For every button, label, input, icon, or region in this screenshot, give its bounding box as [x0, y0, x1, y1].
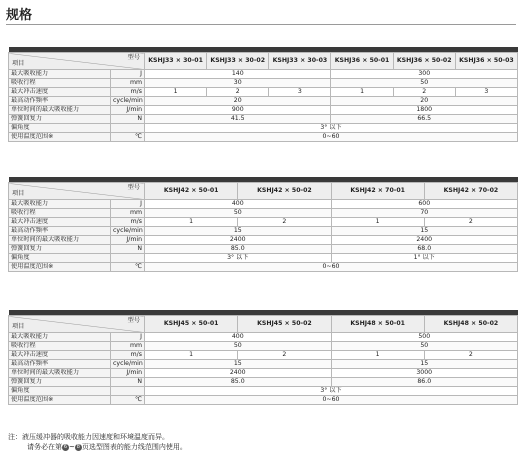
table-cell: 400: [145, 200, 332, 209]
table-row: [9, 342, 518, 351]
row-unit: ℃: [111, 133, 145, 142]
table-row: [9, 115, 518, 124]
table-cell: 3: [455, 88, 517, 97]
table-row: [9, 254, 518, 263]
page-title: 规格: [6, 8, 33, 23]
table-cell: 50: [331, 342, 518, 351]
table-cell: 30: [145, 79, 331, 88]
model-column-header: KSHJ42 × 70-01: [331, 183, 424, 200]
row-unit: J/min: [111, 106, 145, 115]
note-tilde: ~: [69, 443, 75, 451]
page-ref-badge: 6: [63, 443, 68, 450]
model-column-header: KSHJ45 × 50-02: [238, 316, 331, 333]
row-unit: [111, 254, 145, 263]
row-label: 使用温度范围※: [9, 396, 111, 405]
model-column-header: KSHJ33 × 30-02: [207, 53, 269, 70]
item-header-label: 项目: [12, 60, 25, 67]
row-unit: m/s: [111, 351, 145, 360]
row-label: 弹簧回复力: [9, 245, 111, 254]
table-cell: 15: [331, 360, 518, 369]
row-label: 弹簧回复力: [9, 378, 111, 387]
row-label: 吸收行程: [9, 79, 111, 88]
title-divider: [6, 24, 516, 25]
row-unit: [111, 387, 145, 396]
table-cell: 15: [145, 360, 332, 369]
row-label: 偏角度: [9, 124, 111, 133]
item-header-label: 项目: [12, 190, 25, 197]
table-row: [9, 200, 518, 209]
row-unit: cycle/min: [111, 97, 145, 106]
table-cell: 50: [145, 342, 332, 351]
table-row: [9, 124, 518, 133]
footnotes: [8, 432, 187, 452]
table-corner-header: [9, 53, 145, 70]
table-row: [9, 88, 518, 97]
table-row: [9, 263, 518, 272]
row-label: 偏角度: [9, 387, 111, 396]
table-cell: 400: [145, 333, 332, 342]
table-header-row: [9, 53, 518, 70]
table-cell: 0~60: [145, 396, 518, 405]
table-cell: 3: [269, 88, 331, 97]
table-row: [9, 70, 518, 79]
table-cell: 85.0: [145, 378, 332, 387]
table-header-row: [9, 183, 518, 200]
table-row: [9, 333, 518, 342]
model-column-header: KSHJ33 × 30-03: [269, 53, 331, 70]
row-label: 吸收行程: [9, 209, 111, 218]
table-cell: 2400: [145, 369, 332, 378]
row-label: 最大冲击速度: [9, 218, 111, 227]
table-cell: 2: [238, 218, 331, 227]
table-row: [9, 209, 518, 218]
table-cell: 140: [145, 70, 331, 79]
row-unit: J/min: [111, 236, 145, 245]
model-column-header: KSHJ45 × 50-01: [145, 316, 238, 333]
table-row: [9, 97, 518, 106]
table-cell: 68.0: [331, 245, 518, 254]
table-row: [9, 369, 518, 378]
note-suffix: 页选型图表的能力线范围内使用。: [81, 443, 187, 451]
table-cell: 3° 以下: [145, 124, 518, 133]
page-ref-badge: 8: [76, 443, 80, 450]
model-column-header: KSHJ48 × 50-01: [331, 316, 424, 333]
model-column-header: KSHJ36 × 50-01: [331, 53, 393, 70]
row-label: 最高动作频率: [9, 227, 111, 236]
model-header-label: 型号: [127, 317, 140, 324]
row-unit: m/s: [111, 218, 145, 227]
table-cell: 1: [145, 218, 238, 227]
table-cell: 2: [393, 88, 455, 97]
row-unit: m/s: [111, 88, 145, 97]
row-label: 最大吸收能力: [9, 200, 111, 209]
row-unit: J: [111, 70, 145, 79]
table-cell: 66.5: [331, 115, 518, 124]
table-cell: 3000: [331, 369, 518, 378]
row-label: 最高动作频率: [9, 97, 111, 106]
table-cell: 1: [145, 88, 207, 97]
table-cell: 2400: [145, 236, 332, 245]
note-prefix: 请务必在第: [27, 443, 62, 451]
row-label: 最高动作频率: [9, 360, 111, 369]
row-unit: J: [111, 200, 145, 209]
table-corner-header: [9, 316, 145, 333]
table-cell: 50: [145, 209, 332, 218]
table-row: [9, 245, 518, 254]
row-label: 使用温度范围※: [9, 263, 111, 272]
row-label: 最大冲击速度: [9, 351, 111, 360]
row-label: 最大冲击速度: [9, 88, 111, 97]
row-unit: ℃: [111, 263, 145, 272]
row-label: 单位时间的最大吸收能力: [9, 369, 111, 378]
table-row: [9, 218, 518, 227]
row-unit: cycle/min: [111, 360, 145, 369]
model-column-header: KSHJ42 × 50-01: [145, 183, 238, 200]
table-row: [9, 133, 518, 142]
table-cell: 300: [331, 70, 518, 79]
model-header-label: 型号: [127, 184, 140, 191]
row-unit: mm: [111, 342, 145, 351]
item-header-label: 项目: [12, 323, 25, 330]
table-header-row: [9, 316, 518, 333]
table-cell: 70: [331, 209, 518, 218]
table-row: [9, 387, 518, 396]
row-unit: J: [111, 333, 145, 342]
table-cell: 500: [331, 333, 518, 342]
table-row: [9, 79, 518, 88]
model-column-header: KSHJ42 × 70-02: [424, 183, 517, 200]
table-cell: 0~60: [145, 133, 518, 142]
note-line-2: [8, 442, 187, 452]
table-cell: 15: [145, 227, 332, 236]
row-unit: N: [111, 115, 145, 124]
table-cell: 1° 以下: [331, 254, 518, 263]
row-unit: N: [111, 378, 145, 387]
table-row: [9, 360, 518, 369]
row-label: 单位时间的最大吸收能力: [9, 106, 111, 115]
table-cell: 50: [331, 79, 518, 88]
table-row: [9, 351, 518, 360]
row-unit: mm: [111, 79, 145, 88]
model-header-label: 型号: [127, 54, 140, 61]
row-unit: mm: [111, 209, 145, 218]
table-cell: 1: [331, 88, 393, 97]
table-cell: 85.0: [145, 245, 332, 254]
row-label: 偏角度: [9, 254, 111, 263]
table-cell: 1: [331, 218, 424, 227]
row-unit: J/min: [111, 369, 145, 378]
table-cell: 0~60: [145, 263, 518, 272]
table-cell: 2400: [331, 236, 518, 245]
table-cell: 1: [331, 351, 424, 360]
table-corner-header: [9, 183, 145, 200]
table-row: [9, 378, 518, 387]
row-label: 使用温度范围※: [9, 133, 111, 142]
model-column-header: KSHJ48 × 50-02: [424, 316, 517, 333]
model-column-header: KSHJ33 × 30-01: [145, 53, 207, 70]
table-cell: 600: [331, 200, 518, 209]
table-row: [9, 396, 518, 405]
table-cell: 20: [145, 97, 331, 106]
table-cell: 15: [331, 227, 518, 236]
row-unit: N: [111, 245, 145, 254]
row-label: 最大吸收能力: [9, 333, 111, 342]
row-unit: cycle/min: [111, 227, 145, 236]
spec-table-3: [8, 310, 518, 405]
note-line-1: 注：液压缓冲器的吸收能力因速度和环境温度而异。: [8, 433, 169, 441]
table-cell: 2: [424, 218, 517, 227]
row-label: 单位时间的最大吸收能力: [9, 236, 111, 245]
row-label: 吸收行程: [9, 342, 111, 351]
table-cell: 2: [207, 88, 269, 97]
table-cell: 86.0: [331, 378, 518, 387]
model-column-header: KSHJ36 × 50-02: [393, 53, 455, 70]
row-unit: [111, 124, 145, 133]
row-label: 最大吸收能力: [9, 70, 111, 79]
spec-table-2: [8, 177, 518, 272]
table-row: [9, 227, 518, 236]
table-cell: 1: [145, 351, 238, 360]
row-unit: ℃: [111, 396, 145, 405]
table-cell: 1800: [331, 106, 518, 115]
model-column-header: KSHJ36 × 50-03: [455, 53, 517, 70]
table-cell: 2: [424, 351, 517, 360]
table-cell: 2: [238, 351, 331, 360]
table-row: [9, 236, 518, 245]
table-cell: 41.5: [145, 115, 331, 124]
table-cell: 3° 以下: [145, 387, 518, 396]
model-column-header: KSHJ42 × 50-02: [238, 183, 331, 200]
table-cell: 20: [331, 97, 518, 106]
spec-table-1: [8, 47, 518, 142]
table-row: [9, 106, 518, 115]
row-label: 弹簧回复力: [9, 115, 111, 124]
table-cell: 3° 以下: [145, 254, 332, 263]
table-cell: 900: [145, 106, 331, 115]
